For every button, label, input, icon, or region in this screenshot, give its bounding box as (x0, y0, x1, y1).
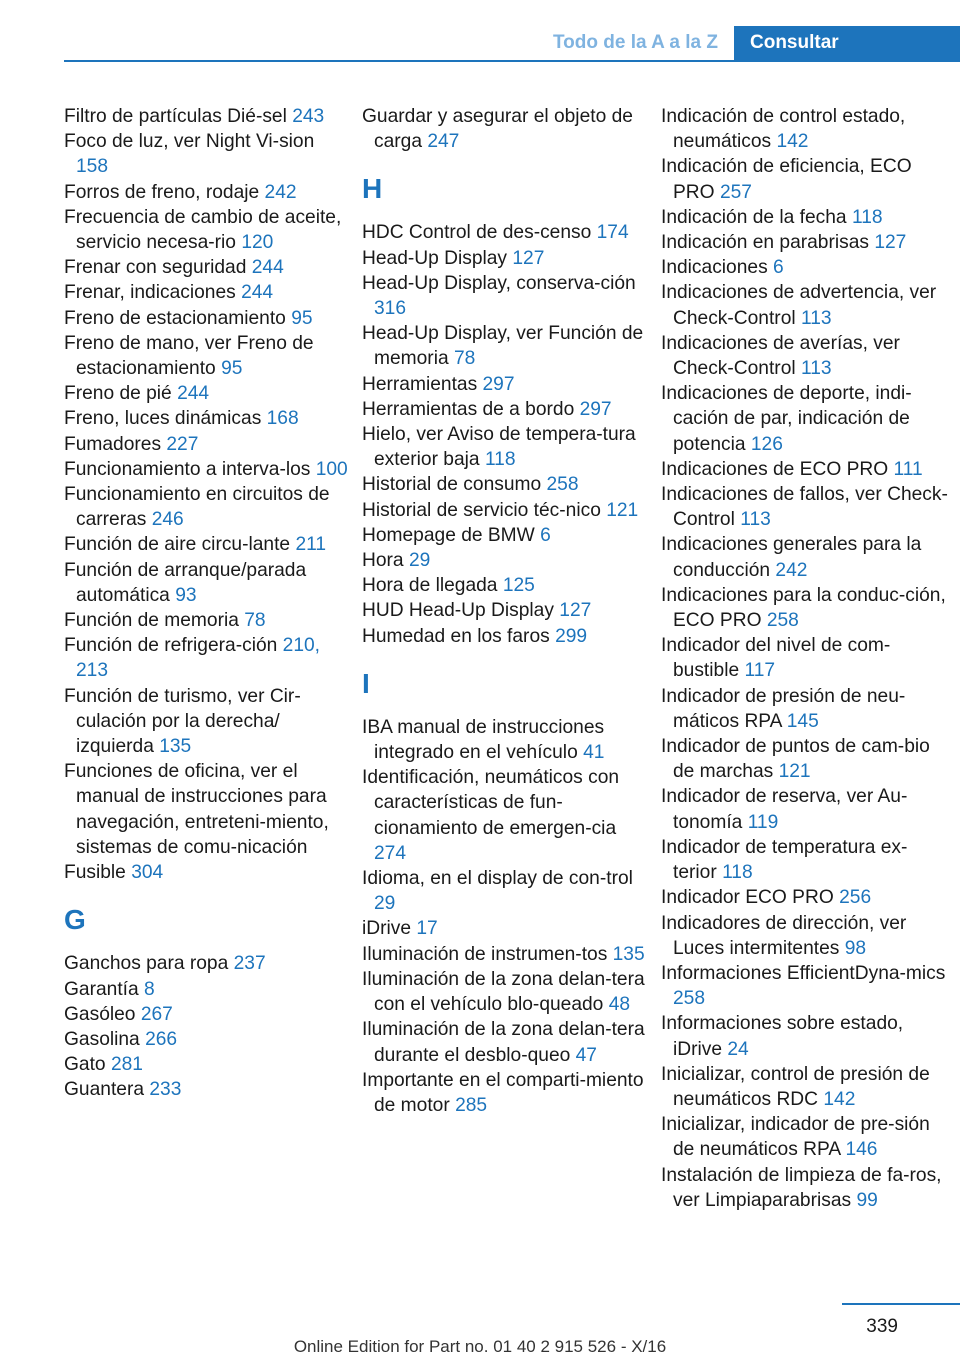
page-link[interactable]: 113 (800, 307, 832, 329)
index-entry (661, 482, 951, 532)
page-link[interactable]: 24 (727, 1038, 749, 1060)
index-entry-text: Frenar con seguridad (64, 257, 247, 279)
page-link[interactable]: 233 (149, 1079, 182, 1101)
index-entry (362, 916, 647, 941)
index-entry-text: Head-Up Display, conserva-ción (362, 272, 636, 294)
index-entry (661, 784, 951, 834)
index-entry-text: Inicializar, control de presión de neumáticos RDC (661, 1063, 930, 1110)
page-link[interactable]: 304 (131, 862, 164, 884)
page-link[interactable]: 121 (606, 499, 639, 521)
index-entry-text: Frenar, indicaciones (64, 282, 236, 304)
index-entry-text: Función de refrigera-ción (64, 635, 278, 657)
index-entry-text: Indicaciones de ECO PRO (661, 458, 889, 480)
index-entry (362, 397, 647, 422)
index-entry (661, 230, 951, 255)
page-link[interactable]: 297 (579, 398, 612, 420)
page-link[interactable]: 118 (484, 449, 516, 471)
page-link[interactable]: 174 (596, 222, 629, 244)
index-entry-text: Indicaciones (661, 257, 768, 279)
index-entry-text: Herramientas (362, 373, 478, 395)
page-link[interactable]: 127 (874, 232, 907, 254)
index-entry-text: Iluminación de la zona delan-tera durante el desblo-queo (362, 1019, 645, 1066)
index-entry-text: Funciones de oficina, ver el manual de instrucciones para navegación, entreteni-miento, sistemas de comu-nicación (64, 761, 329, 858)
page-link[interactable]: 258 (766, 610, 799, 632)
index-entry-text: Garantía (64, 978, 139, 1000)
index-entry (64, 280, 349, 305)
section-letter: H (362, 173, 383, 205)
page-link[interactable]: 266 (145, 1028, 178, 1050)
page-link[interactable]: 246 (151, 509, 184, 531)
page-link[interactable]: 211 (295, 534, 327, 556)
index-entry-text: Indicador ECO PRO (661, 887, 834, 909)
index-entry-text: Freno de estacionamiento (64, 307, 286, 329)
index-entry (661, 154, 951, 204)
index-entry (661, 885, 951, 910)
page-link[interactable]: 48 (608, 994, 631, 1016)
index-entry-text: Indicaciones de fallos, ver Check-Control (661, 484, 948, 531)
index-entry (362, 422, 647, 472)
page-link[interactable]: 119 (747, 811, 779, 833)
footer-rule (842, 1303, 960, 1305)
header-rule (64, 60, 960, 62)
section-letter: G (64, 904, 86, 936)
index-entry-text: Indicaciones para la conduc-ción, ECO PRO (661, 584, 946, 632)
index-entry (64, 608, 349, 633)
index-entry-text: Fumadores (64, 433, 162, 455)
index-entry-text: Hielo, ver Aviso de tempera-tura exterior baja (362, 424, 636, 471)
index-entry (661, 532, 951, 582)
index-entry-text: Herramientas de a bordo (362, 398, 575, 420)
page-link[interactable]: 6 (773, 257, 784, 279)
index-entry-text: Instalación de limpieza de fa-ros, ver Limpiaparabrisas (661, 1164, 942, 1211)
index-entry (362, 1068, 647, 1118)
page-link[interactable]: 127 (559, 600, 592, 622)
page-link[interactable]: 247 (427, 131, 460, 153)
index-entry (362, 321, 647, 371)
page-link[interactable]: 41 (583, 742, 605, 764)
index-entry-text: Indicadores de dirección, ver Luces intermitentes (661, 912, 907, 959)
page-link[interactable]: 99 (856, 1189, 878, 1211)
page-link[interactable]: 244 (241, 282, 274, 304)
page-link[interactable]: 299 (555, 625, 588, 647)
index-entry (661, 1062, 951, 1112)
page-link[interactable]: 256 (839, 887, 872, 909)
index-entry (661, 457, 951, 482)
page-link[interactable]: 117 (744, 660, 776, 682)
index-entry (661, 583, 951, 633)
index-column-2 (362, 104, 647, 1118)
index-entry (362, 548, 647, 573)
index-entry-text: Gasolina (64, 1028, 140, 1050)
page-link[interactable]: 95 (221, 358, 243, 380)
page-link[interactable]: 17 (416, 918, 438, 940)
index-entry-text: Frecuencia de cambio de aceite, servicio necesa-rio (64, 206, 342, 254)
page-link[interactable]: 29 (408, 550, 431, 572)
index-entry-text: Gato (64, 1054, 106, 1076)
page-link[interactable]: 142 (823, 1088, 856, 1110)
index-entry (64, 406, 349, 431)
index-entry (362, 765, 647, 866)
index-entry (362, 220, 647, 245)
page-link[interactable]: 258 (546, 474, 579, 496)
page-number: 339 (866, 1316, 898, 1337)
index-entry-text: Identificación, neumáticos con características de fun-cionamiento de emergen-cia (362, 767, 620, 839)
page-link[interactable]: 29 (374, 893, 396, 915)
index-entry-text: HDC Control de des-censo (362, 222, 592, 244)
index-column-3 (661, 104, 951, 1213)
index-entry (661, 633, 951, 683)
index-entry (362, 598, 647, 623)
index-entry-text: Head-Up Display, ver Función de memoria (362, 323, 644, 370)
index-entry (661, 331, 951, 381)
index-entry (64, 331, 349, 381)
index-entry-text: Iluminación de la zona delan-tera con el vehículo blo-queado (362, 968, 645, 1016)
index-entry-text: Función de turismo, ver Cir-culación por la derecha/ izquierda (64, 685, 301, 758)
index-column-1 (64, 104, 349, 1103)
index-entry (64, 104, 349, 129)
page-link[interactable]: 6 (540, 524, 551, 546)
index-entry-text: Indicación en parabrisas (661, 232, 869, 254)
index-entry (362, 523, 647, 548)
tab-index-a-z[interactable]: Todo de la A a la Z (552, 32, 718, 53)
page-link[interactable]: 244 (177, 383, 210, 405)
page-link[interactable]: 258 (673, 988, 706, 1010)
index-entry-text: Freno de pié (64, 383, 172, 405)
page-link[interactable]: 281 (110, 1054, 143, 1076)
index-entry (64, 381, 349, 406)
index-entry-text: Informaciones EfficientDyna-mics (661, 962, 946, 984)
index-entry (64, 1027, 349, 1052)
index-entry (64, 558, 349, 608)
page-link[interactable]: 127 (512, 247, 545, 269)
page-link[interactable]: 93 (175, 584, 197, 606)
index-entry-text: Indicación de la fecha (661, 206, 847, 228)
index-entry-text: IBA manual de instrucciones integrado en el vehículo (362, 716, 605, 764)
index-entry-text: Hora (362, 550, 404, 572)
index-entry-text: Indicador del nivel de com-bustible (661, 635, 891, 682)
index-entry-text: Humedad en los faros (362, 625, 550, 647)
page-link[interactable]: 274 (374, 842, 407, 864)
index-entry (64, 432, 349, 457)
index-entry-text: Guantera (64, 1079, 145, 1101)
index-entry-text: Forros de freno, rodaje (64, 181, 260, 203)
index-entry (64, 860, 349, 885)
index-entry (661, 1011, 951, 1061)
page-link[interactable]: 78 (244, 610, 266, 632)
index-entry-text: Freno, luces dinámicas (64, 408, 262, 430)
index-entry-text: Historial de consumo (362, 474, 542, 496)
index-entry-text: Freno de mano, ver Freno de estacionamiento (64, 332, 314, 380)
index-entry (362, 715, 647, 765)
page-link[interactable]: 243 (292, 106, 325, 127)
page-link[interactable]: 242 (775, 559, 808, 581)
index-entry (64, 759, 349, 860)
index-entry (362, 104, 647, 154)
index-entry (362, 866, 647, 916)
index-entry-text: Foco de luz, ver Night Vi-sion (64, 131, 315, 153)
page-link[interactable]: 244 (251, 257, 284, 279)
index-entry-text: Hora de llegada (362, 575, 498, 597)
index-entry (362, 271, 647, 321)
index-entry (362, 372, 647, 397)
index-entry-text: Función de memoria (64, 610, 239, 632)
index-entry-text: Idioma, en el display de con-trol (362, 868, 633, 890)
index-entry-text: Indicador de temperatura ex-terior (661, 836, 908, 884)
index-entry (64, 1002, 349, 1027)
index-entry (64, 684, 349, 760)
index-entry (64, 205, 349, 255)
index-entry (661, 1112, 951, 1162)
page-link[interactable]: 242 (264, 181, 297, 203)
page-link[interactable]: 120 (241, 232, 274, 254)
tab-consultar[interactable]: Consultar (734, 26, 960, 60)
page-link[interactable]: 158 (76, 156, 109, 178)
index-entry (661, 911, 951, 961)
index-entry (64, 977, 349, 1002)
index-entry-text: Indicador de presión de neu-máticos RPA (661, 685, 906, 732)
page-link[interactable]: 113 (740, 509, 771, 531)
page-link[interactable]: 237 (233, 953, 266, 975)
index-entry (64, 457, 349, 482)
index-entry-text: Filtro de partículas Dié-sel (64, 106, 287, 127)
index-entry-text: Inicializar, indicador de pre-sión de neumáticos RPA (661, 1114, 930, 1161)
index-entry (64, 129, 349, 179)
page-link[interactable]: 113 (800, 358, 832, 380)
page-link[interactable]: 135 (159, 736, 192, 758)
page-link[interactable]: 145 (786, 710, 819, 732)
page-link[interactable]: 257 (719, 181, 752, 203)
page-link[interactable]: 118 (722, 862, 753, 884)
index-entry (64, 532, 349, 557)
page-link[interactable]: 227 (166, 433, 199, 455)
index-entry-text: Indicaciones generales para la conducción (661, 534, 922, 581)
index-entry (661, 961, 951, 1011)
index-entry-text: Fusible (64, 862, 126, 884)
index-entry-text: Historial de servicio téc-nico (362, 499, 601, 521)
index-entry (362, 967, 647, 1017)
index-entry-text: Indicador de reserva, ver Au-tonomía (661, 786, 908, 833)
index-entry (362, 942, 647, 967)
index-entry-text: Funcionamiento a interva-los (64, 458, 311, 480)
index-entry (362, 624, 647, 649)
index-entry-text: Función de arranque/parada automática (64, 559, 307, 606)
index-entry-text: Función de aire circu-lante (64, 534, 291, 556)
page-link[interactable]: 98 (844, 937, 867, 959)
footer-edition: Online Edition for Part no. 01 40 2 915 526 - X/16 (293, 1337, 667, 1356)
index-entry-text: Indicaciones de advertencia, ver Check-Control (661, 282, 937, 329)
index-entry (64, 180, 349, 205)
index-entry-text: Indicación de control estado, neumáticos (661, 106, 906, 153)
index-entry (64, 633, 349, 683)
page-link[interactable]: 111 (893, 458, 923, 480)
page-link[interactable]: 121 (778, 761, 811, 783)
page-link[interactable]: 267 (140, 1003, 173, 1025)
index-entry-text: Indicador de puntos de cam-bio de marchas (661, 736, 930, 783)
page-link[interactable]: 78 (453, 348, 476, 370)
index-entry (362, 573, 647, 598)
index-entry (362, 472, 647, 497)
index-entry-text: Gasóleo (64, 1003, 136, 1025)
index-entry (661, 684, 951, 734)
index-entry-text: HUD Head-Up Display (362, 600, 554, 622)
index-entry (362, 1017, 647, 1067)
page-link[interactable]: 126 (750, 433, 783, 455)
page-link[interactable]: 297 (482, 373, 515, 395)
index-entry (64, 951, 349, 976)
page-link[interactable]: 118 (851, 206, 883, 228)
index-entry-text: Informaciones sobre estado, iDrive (661, 1013, 904, 1060)
page-link[interactable]: 146 (845, 1139, 878, 1161)
page-link[interactable]: 142 (776, 131, 809, 153)
index-entry-text: Funcionamiento en circuitos de carreras (64, 484, 330, 531)
index-entry (661, 381, 951, 457)
page-link[interactable]: 210, 213 (76, 635, 321, 682)
page-link[interactable]: 125 (502, 575, 535, 597)
index-entry-text: Indicación de eficiencia, ECO PRO (661, 156, 912, 203)
index-entry-text: Importante en el comparti-miento de motor (362, 1069, 644, 1116)
index-entry-text: Homepage de BMW (362, 524, 535, 546)
page-link[interactable]: 168 (266, 408, 299, 430)
index-entry (661, 280, 951, 330)
index-entry (64, 306, 349, 331)
index-entry (64, 482, 349, 532)
index-entry-text: Indicaciones de averías, ver Check-Control (661, 332, 900, 380)
page-link[interactable]: 8 (144, 978, 155, 1000)
index-entry-text: Guardar y asegurar el objeto de carga (362, 106, 633, 153)
index-entry (661, 835, 951, 885)
index-entry-text: Indicaciones de deporte, indi-cación de par, indicación de potencia (661, 383, 912, 455)
index-entry-text: Ganchos para ropa (64, 953, 229, 975)
page-link[interactable]: 100 (315, 458, 348, 480)
page-link[interactable]: 135 (612, 943, 645, 965)
index-entry (661, 734, 951, 784)
index-entry (661, 255, 951, 280)
page-link[interactable]: 95 (291, 307, 313, 329)
index-entry-text: iDrive (362, 918, 412, 940)
index-entry-text: Iluminación de instrumen-tos (362, 943, 608, 965)
index-entry (661, 205, 951, 230)
page-link[interactable]: 285 (455, 1094, 488, 1116)
page-link[interactable]: 47 (575, 1044, 597, 1066)
page-link[interactable]: 316 (374, 298, 407, 320)
header-tabs (537, 26, 960, 60)
index-entry (661, 104, 951, 154)
index-entry (64, 1077, 349, 1102)
index-entry-text: Head-Up Display (362, 247, 508, 269)
index-entry (64, 255, 349, 280)
section-letter: I (362, 667, 370, 699)
index-entry (661, 1163, 951, 1213)
index-entry (362, 246, 647, 271)
index-entry (64, 1052, 349, 1077)
index-entry (362, 498, 647, 523)
